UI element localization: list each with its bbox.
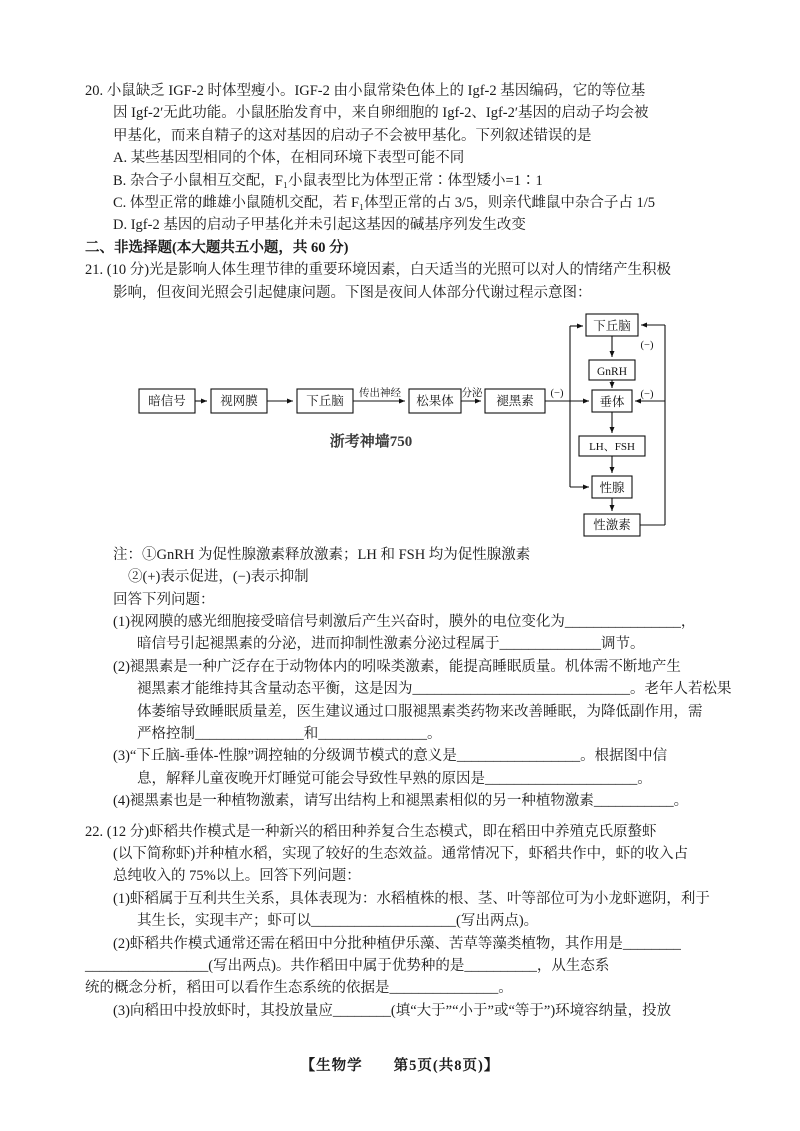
diagram-svg	[133, 304, 678, 544]
note-line: ②(+)表示促进，(−)表示抑制	[128, 569, 309, 586]
metabolism-diagram	[133, 304, 800, 544]
label-pineal: 松果体	[416, 393, 454, 408]
question-line: 21. (10 分)光是影响人体生理节律的重要环境因素，白天适当的光照可以对人的情绪产生积极	[85, 262, 672, 279]
option-c: C. 体型正常的雌雄小鼠随机交配，若 F₁体型正常的占 3/5，则亲代雌鼠中杂合子占 1/5	[113, 194, 655, 211]
label-secretion: 分泌	[461, 387, 483, 399]
note-line: 注：①GnRH 为促性腺激素释放激素；LH 和 FSH 均为促性腺激素	[113, 546, 531, 563]
subquestion-line: 暗信号引起褪黑素的分泌，进而抑制性激素分泌过程属于______________调节。	[137, 636, 645, 653]
question-21-notes	[0, 544, 800, 611]
subquestion-line: (2)虾稻共作模式通常还需在稻田中分批种植伊乐藻、苦草等藻类植物，其作用是________	[113, 935, 681, 952]
question-line: 因 Igf-2′无此功能。小鼠胚胎发育中，来自卵细胞的 Igf-2、Igf-2′基因的启动子均会被	[113, 105, 649, 122]
label-hypothalamus-chain: 下丘脑	[306, 393, 344, 408]
note-line: 回答下列问题：	[113, 591, 215, 608]
subquestion-line: _________________(写出两点)。共作稻田中属于优势种的是__________，从生态系	[85, 957, 610, 974]
option-d: D. Igf-2 基因的启动子甲基化并未引起这基因的碱基序列发生改变	[113, 217, 526, 234]
option-b: B. 杂合子小鼠相互交配，F₁小鼠表型比为体型正常∶体型矮小=1∶1	[113, 172, 543, 189]
subquestion-line: (1)视网膜的感光细胞接受暗信号刺激后产生兴奋时，膜外的电位变化为________________，	[113, 614, 696, 631]
subquestion-line: 褪黑素才能维持其含量动态平衡，这是因为______________________________。老年人若松果	[137, 681, 732, 698]
section-header	[0, 237, 800, 259]
subquestion-line: 其生长，实现丰产；虾可以____________________(写出两点)。	[137, 913, 539, 930]
section-title: 二、非选择题(本大题共五小题，共 60 分)	[85, 239, 349, 256]
option-a: A. 某些基因型相同的个体，在相同环境下表型可能不同	[113, 150, 465, 167]
question-20	[0, 80, 800, 237]
label-sex-hormone: 性激素	[593, 517, 631, 532]
subquestion-line: (4)褪黑素也是一种植物激素，请写出结构上和褪黑素相似的另一种植物激素___________。	[113, 793, 689, 810]
watermark-text: 浙考神墙750	[329, 433, 413, 450]
subquestion-line: (3)向稻田中投放虾时，其投放量应________(填“大于”“小于”或“等于”)环境容纳量，投放	[113, 1002, 672, 1019]
label-gnrh: GnRH	[596, 365, 628, 378]
question-22	[0, 821, 800, 1023]
question-line: 22. (12 分)虾稻共作模式是一种新兴的稻田种养复合生态模式，即在稻田中养殖克氏原螯虾	[85, 823, 657, 840]
label-gonad: 性腺	[599, 480, 625, 495]
page-footer: 【生物学 第5页(共8页)】	[300, 1058, 500, 1074]
question-line: 20. 小鼠缺乏 IGF-2 时体型瘦小。IGF-2 由小鼠常染色体上的 Igf-2 基因编码，它的等位基	[85, 83, 646, 99]
question-line: 甲基化，而来自精子的这对基因的启动子不会被甲基化。下列叙述错误的是	[113, 127, 592, 144]
diagram-text	[148, 319, 654, 532]
question-21	[0, 259, 800, 304]
diagram-arrows	[195, 325, 665, 525]
subquestion-line: (1)虾稻属于互利共生关系，具体表现为：水稻植株的根、茎、叶等部位可为小龙虾遮阴，利于	[113, 890, 710, 907]
label-inhibit-pituitary: (−)	[640, 388, 654, 400]
question-line: 总纯收入的 75%以上。回答下列问题：	[113, 868, 361, 885]
subquestion-line: (3)“下丘脑-垂体-性腺”调控轴的分级调节模式的意义是_________________。根据图中信	[113, 748, 668, 765]
label-retina: 视网膜	[220, 393, 258, 408]
label-hypothalamus: 下丘脑	[593, 318, 631, 333]
label-inhibit-melatonin: (−)	[550, 387, 564, 399]
label-inhibit-top: (−)	[640, 339, 654, 351]
question-21-subquestions	[0, 611, 800, 813]
subquestion-line: 统的概念分析，稻田可以看作生态系统的依据是_______________。	[85, 980, 513, 997]
question-line: (以下简称虾)并种植水稻，实现了较好的生态效益。通常情况下，虾稻共作中，虾的收入占	[113, 845, 689, 862]
subquestion-line: 严格控制_______________和_______________。	[137, 726, 442, 743]
label-dark-signal: 暗信号	[148, 393, 186, 408]
subquestion-line: 体萎缩导致睡眠质量差，医生建议通过口服褪黑素类药物来改善睡眠，为降低副作用，需	[137, 703, 703, 720]
question-line: 影响，但夜间光照会引起健康问题。下图是夜间人体部分代谢过程示意图：	[113, 284, 592, 301]
label-lhfsh: LH、FSH	[589, 440, 635, 453]
subquestion-line: 息，解释儿童夜晚开灯睡觉可能会导致性早熟的原因是_____________________。	[137, 770, 652, 787]
label-efferent-nerve: 传出神经	[359, 387, 401, 399]
subquestion-line: (2)褪黑素是一种广泛存在于动物体内的吲哚类激素，能提高睡眠质量。机体需不断地产生	[113, 658, 681, 675]
label-pituitary: 垂体	[599, 394, 625, 409]
diagram-boxes	[139, 314, 645, 536]
label-melatonin: 褪黑素	[496, 393, 534, 408]
